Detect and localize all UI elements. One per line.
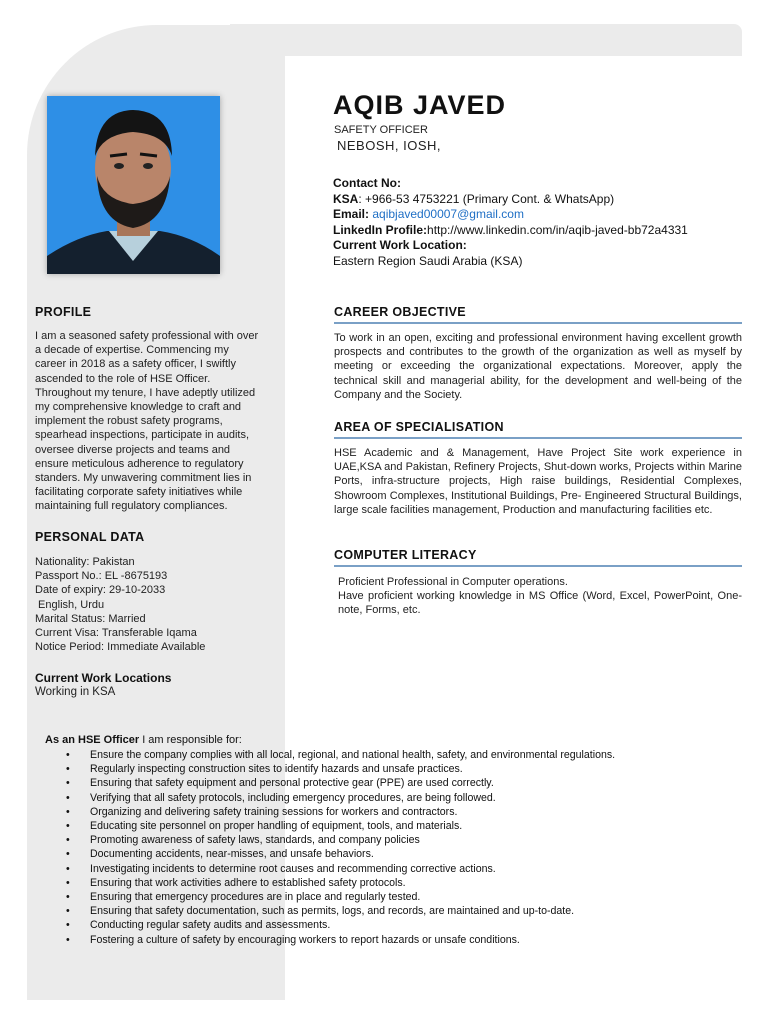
profile-line: standers. My unwavering commitment lies in <box>35 472 252 485</box>
personal-data-item: Current Visa: Transferable Iqama <box>35 627 197 640</box>
work-locations-value: Working in KSA <box>35 686 116 698</box>
responsibilities-intro <box>45 734 242 746</box>
responsibility-item: • Educating site personnel on proper handling of equipment, tools, and materials. <box>66 819 615 833</box>
profile-text <box>35 329 258 514</box>
profile-photo <box>47 96 220 274</box>
job-title: SAFETY OFFICER <box>334 124 428 136</box>
profile-line: Throughout my tenure, I have adeptly utilized <box>35 386 256 399</box>
profile-line: oversee diverse projects and teams and <box>35 443 231 456</box>
header-band <box>230 24 742 56</box>
computer-line-1: Proficient Professional in Computer operations. <box>338 576 568 588</box>
personal-data-item: Notice Period: Immediate Available <box>35 641 206 654</box>
career-objective-text: To work in an open, exciting and professional environment having excellent growth prospects and contributes to the growth of the organization as well as myself by meeting or exceeding the organizational expectations. Moreover, apply the technical skill and managerial ability, for the development and well-being of the Company and the Society. <box>334 332 742 401</box>
profile-line: I am a seasoned safety professional with over <box>35 330 259 342</box>
contact-block <box>333 176 688 269</box>
computer-line-2: Have proficient working knowledge in MS Office (Word, Excel, PowerPoint, One-note, Forms, etc. <box>338 590 742 617</box>
profile-line: facilitating corporate safety initiatives while <box>35 486 243 499</box>
specialisation-text: HSE Academic and & Management, Have Project Site work experience in UAE,KSA and Pakistan, Refinery Projects, Shut-down works, Projects within Marine Ports, infra-structure projects, High raise buildings, Residential Complexes, Showroom Complexes, Institutional Buildings, Pre- Engineered Structural Buildings, large scale facilities management, Production and manufacturing facilities etc. <box>334 447 742 516</box>
ksa-label: KSA <box>333 191 359 206</box>
linkedin-link[interactable]: http://www.linkedin.com/in/aqib-javed-bb72a4331 <box>427 222 688 237</box>
computer-literacy-heading: COMPUTER LITERACY <box>334 548 477 562</box>
responsibility-item: • Ensuring that emergency procedures are in place and regularly tested. <box>66 890 615 904</box>
responsibility-item: • Ensure the company complies with all local, regional, and national health, safety, and environmental regulations. <box>66 748 615 762</box>
career-objective-heading: CAREER OBJECTIVE <box>334 305 466 319</box>
profile-line: maintaining full regulatory compliances. <box>35 500 228 513</box>
profile-line: ascended to the role of HSE Officer. <box>35 372 211 385</box>
email-label: Email: <box>333 207 370 221</box>
computer-divider <box>334 565 742 567</box>
responsibilities-intro-bold: As an HSE Officer <box>45 734 140 746</box>
ksa-phone: : +966-53 4753221 (Primary Cont. & WhatsApp) <box>358 191 615 206</box>
responsibility-item: • Ensuring that safety equipment and personal protective gear (PPE) are used correctly. <box>66 776 615 790</box>
responsibility-item: • Investigating incidents to determine root causes and recommending corrective actions. <box>66 862 615 876</box>
profile-line: a decade of expertise. Commencing my <box>35 344 229 357</box>
responsibility-item: • Organizing and delivering safety training sessions for workers and contractors. <box>66 805 615 819</box>
profile-line: ensure meticulous adherence to regulatory <box>35 457 244 470</box>
linkedin-label: LinkedIn Profile: <box>333 222 428 237</box>
profile-line: my comprehensive knowledge to craft and <box>35 401 242 414</box>
personal-data-item: Marital Status: Married <box>35 612 146 625</box>
responsibility-item: • Documenting accidents, near-misses, and unsafe behaviors. <box>66 847 615 861</box>
responsibility-item: • Conducting regular safety audits and assessments. <box>66 918 615 932</box>
responsibilities-intro-rest: I am responsible for: <box>139 734 242 746</box>
location-value: Eastern Region Saudi Arabia (KSA) <box>333 253 523 268</box>
responsibility-item: • Ensuring that work activities adhere to established safety protocols. <box>66 876 615 890</box>
responsibility-item: • Promoting awareness of safety laws, standards, and company policies <box>66 833 615 847</box>
career-divider <box>334 322 742 324</box>
responsibility-item: • Regularly inspecting construction sites to identify hazards and unsafe practices. <box>66 762 615 776</box>
personal-data-list <box>35 555 205 654</box>
profile-line: career in 2018 as a safety officer, I swiftly <box>35 358 236 371</box>
specialisation-heading: AREA OF SPECIALISATION <box>334 420 504 434</box>
location-label: Current Work Location: <box>333 238 467 252</box>
personal-data-item: Passport No.: EL -8675193 <box>35 570 168 583</box>
certifications: NEBOSH, IOSH, <box>337 138 442 153</box>
profile-line: implement the robust safety programs, <box>35 415 223 428</box>
responsibilities-list <box>66 748 615 947</box>
contact-heading: Contact No: <box>333 176 401 190</box>
responsibility-item: • Fostering a culture of safety by encouraging workers to report hazards or unsafe conditions. <box>66 933 615 947</box>
responsibility-item: • Verifying that all safety protocols, including emergency procedures, are being followed. <box>66 791 615 805</box>
candidate-name: AQIB JAVED <box>333 90 507 120</box>
personal-data-item: Date of expiry: 29-10-2033 <box>35 584 166 597</box>
personal-data-heading: PERSONAL DATA <box>35 530 145 544</box>
personal-data-item: Nationality: Pakistan <box>35 556 135 568</box>
email-link[interactable]: aqibjaved00007@gmail.com <box>372 207 524 221</box>
responsibility-item: • Ensuring that safety documentation, such as permits, logs, and records, are maintained and up-to-date. <box>66 904 615 918</box>
personal-data-item: English, Urdu <box>35 598 105 611</box>
work-locations-heading: Current Work Locations <box>35 671 172 685</box>
profile-line: spearhead inspections, participate in audits, <box>35 429 250 442</box>
specialisation-divider <box>334 437 742 439</box>
profile-heading: PROFILE <box>35 305 92 319</box>
